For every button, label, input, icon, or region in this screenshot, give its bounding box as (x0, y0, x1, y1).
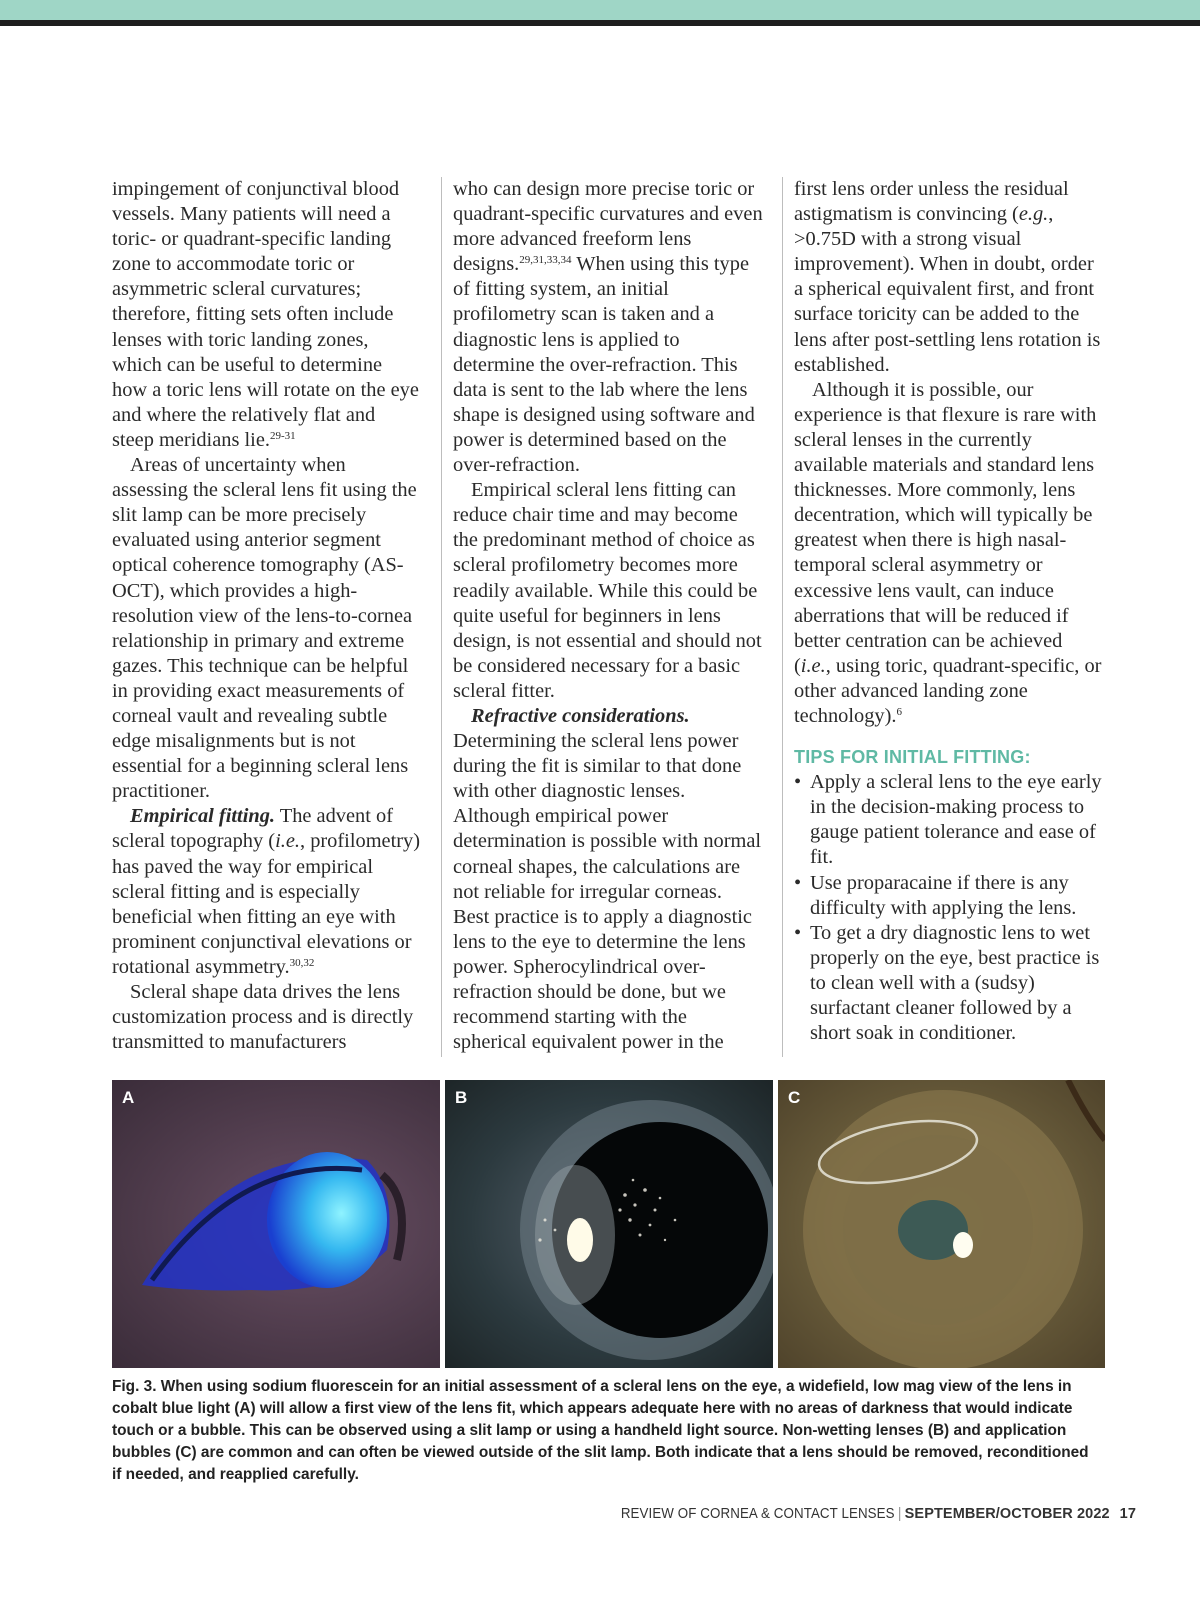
reference-superscript: 29-31 (269, 429, 296, 442)
figure-panel-b-photo (445, 1080, 773, 1368)
figure-panel-c-photo (778, 1080, 1105, 1368)
header-color-band (0, 0, 1200, 20)
issue-date: SEPTEMBER/OCTOBER 2022 (904, 1506, 1110, 1522)
paragraph: impingement of conjunctival blood vessels. Many patients will need a toric- or quadrant-specific landing zone to accommodate toric or asymmetric scleral curvatures; therefore, fitting sets often include lenses with toric landing zones, which can be useful to determine how a toric lens will rotate on the eye and where the relatively flat and steep meridians lie.$^{29-31}$ (112, 178, 419, 451)
page-footer (597, 1506, 1136, 1522)
tips-heading: TIPS FOR INITIAL FITTING: (794, 747, 1031, 768)
column-3 (794, 177, 1104, 1046)
bullet-icon: • (794, 871, 802, 894)
application-bubble-image (778, 1080, 1105, 1368)
column-divider (782, 177, 783, 1057)
tips-list (794, 770, 1104, 1046)
paragraph: Empirical scleral lens fitting can reduce chair time and may become the predominant method of choice as scleral profilometry becomes more readily available. While this could be quite useful for beginners in lens design, is not essential and should not be considered necessary for a basic scleral fitter. (453, 479, 762, 702)
paragraph: Empirical fitting. The advent of scleral topography (i.e., profilometry) has paved the way for empirical scleral fitting and is especially beneficial when fitting an eye with prominent conjunctival elevations or rotational asymmetry.$^{30,32}$ (112, 805, 421, 978)
column-2 (453, 177, 763, 1055)
paragraph: first lens order unless the residual astigmatism is convincing (e.g., >0.75D with a strong visual improvement). When in doubt, order a spherical equivalent first, and front surface toricity can be added to the lens after post-settling lens rotation is established. (794, 178, 1101, 376)
footer-separator: | (897, 1506, 902, 1522)
eye-fluorescein-image (112, 1080, 440, 1368)
figure-3 (112, 1080, 1105, 1368)
figure-panel-a-photo (112, 1080, 440, 1368)
bullet-icon: • (794, 771, 802, 794)
reference-superscript: 30,32 (289, 956, 315, 969)
reference-superscript: 6 (896, 705, 902, 718)
panel-label-a: A (122, 1088, 135, 1107)
article-body (112, 177, 1102, 1057)
paragraph: Determining the scleral lens power during the fit is similar to that done with other diagnostic lenses. Although empirical power determination is possible with normal corneal shapes, the calculations are not reliable for irregular corneas. Best practice is to apply a diagnostic lens to the eye to determine the lens power. Spherocylindrical over-refraction should be done, but we recommend starting with the spherical equivalent power in the (453, 730, 762, 1054)
list-item: • To get a dry diagnostic lens to wet properly on the eye, best practice is to clean well with a (sudsy) surfactant cleaner followed by a short soak in conditioner. (794, 921, 1100, 1045)
header-rule (0, 20, 1200, 26)
non-wetting-lens-image (445, 1080, 773, 1368)
bullet-icon: • (794, 921, 802, 944)
panel-label-b: B (455, 1088, 468, 1107)
paragraph: Scleral shape data drives the lens customization process and is directly transmitted to manufacturers (112, 981, 414, 1054)
publication-name: REVIEW OF CORNEA & CONTACT LENSES (620, 1506, 895, 1522)
reference-superscript: 29,31,33,34 (519, 254, 572, 267)
paragraph: Areas of uncertainty when assessing the scleral lens fit using the slit lamp can be more precisely evaluated using anterior segment optical coherence tomography (AS-OCT), which provides a high-resolution view of the lens-to-cornea relationship in primary and extreme gazes. This technique can be helpful in providing exact measurements of corneal vault and revealing subtle edge misalignments but is not essential for a beginning scleral lens practitioner. (112, 454, 417, 803)
paragraph: who can design more precise toric or quadrant-specific curvatures and even more advanced freeform lens designs.$^{29,31,33,34}$ When using this type of fitting system, an initial profilometry scan is taken and a diagnostic lens is applied to determine the over-refraction. This data is sent to the lab where the lens shape is designed using software and power is determined based on the over-refraction. (453, 178, 763, 477)
list-item: • Use proparacaine if there is any difficulty with applying the lens. (794, 871, 1077, 919)
paragraph (453, 704, 763, 729)
column-divider (441, 177, 442, 1057)
subhead-refractive-considerations: Refractive considerations. (471, 704, 690, 727)
page-number: 17 (1119, 1506, 1136, 1522)
paragraph: Although it is possible, our experience is that flexure is rare with scleral lenses in the currently available materials and standard lens thicknesses. More commonly, lens decentration, which will typically be greatest when there is high nasal-temporal scleral asymmetry or excessive lens vault, can induce aberrations that will be reduced if better centration can be achieved (i.e., using toric, quadrant-specific, or other advanced landing zone technology).$^6$ (794, 378, 1102, 727)
figure-caption: Fig. 3. When using sodium fluorescein for an initial assessment of a scleral lens on the eye, a widefield, low mag view of the lens in cobalt blue light (A) will allow a first view of the lens fit, which appears adequate here with no areas of darkness that would indicate touch or a bubble. This can be observed using a slit lamp or using a handheld light source. Non-wetting lenses (B) and application bubbles (C) are common and can often be viewed outside of the slit lamp. Both indicate that a lens should be removed, reconditioned if needed, and reapplied carefully. (112, 1378, 1089, 1483)
panel-label-c: C (788, 1088, 801, 1107)
list-item: • Apply a scleral lens to the eye early in the decision-making process to gauge patient tolerance and ease of fit. (794, 771, 1102, 869)
subhead-empirical-fitting: Empirical fitting. (130, 805, 276, 828)
column-1 (112, 177, 422, 1055)
